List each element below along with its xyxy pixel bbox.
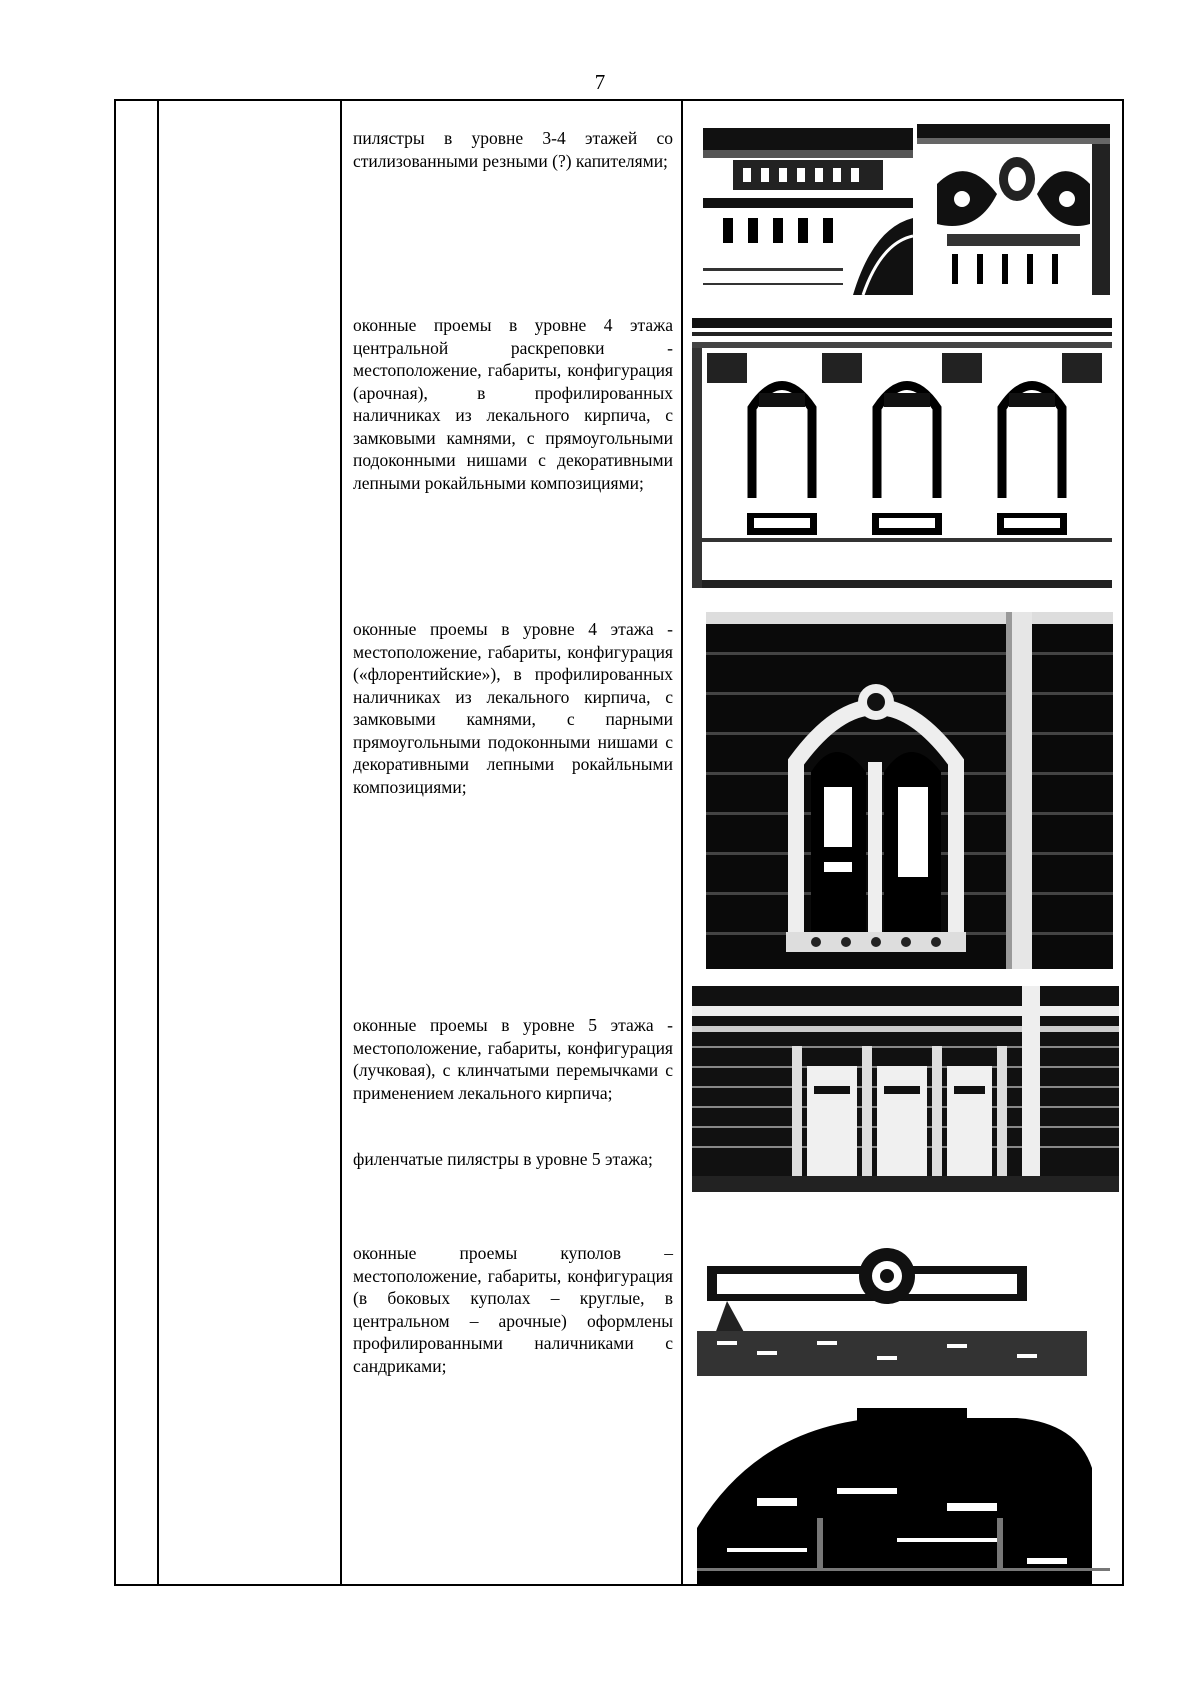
photo-florentine-window (706, 612, 1113, 969)
column-divider-2 (340, 99, 342, 1586)
photo-dome-round-window (697, 1246, 1087, 1376)
photo-capital-cornice (703, 128, 913, 295)
item-text-arched-windows: оконные проемы в уровне 4 этажа центральной раскреповки - местоположение, габариты, конфигурация (арочная), в профилированных наличниках из лекального кирпича, с замковыми камнями, с прямоугольными подоконными нишами с декоративными лепными рокайльными композициями; (353, 315, 673, 493)
page-number: 7 (594, 70, 606, 94)
column-divider-3 (681, 99, 683, 1586)
item-text-pilasters-capitals: пилястры в уровне 3-4 этажей со стилизованными резными (?) капителями; (353, 128, 673, 171)
item-text-panel-pilasters: филенчатые пилястры в уровне 5 этажа; (353, 1149, 653, 1169)
photo-dome-arched-window (697, 1408, 1110, 1584)
photo-capital-mascaron (917, 124, 1110, 295)
column-divider-1 (157, 99, 159, 1586)
photo-arched-windows (692, 318, 1112, 588)
item-text-florentine-windows: оконные проемы в уровне 4 этажа - местоположение, габариты, конфигурация («флорентийские»), в профилированных наличниках из лекального кирпича, с замковыми камнями, с парными прямоугольными подоконными нишами с декоративными лепными рокайльными композициями; (353, 619, 673, 797)
item-text-dome-windows: оконные проемы куполов – местоположение, габариты, конфигурация (в боковых куполах – круглые, в центральном – арочные) оформлены профилированными наличниками с сандриками; (353, 1243, 673, 1376)
photo-segmental-windows (692, 986, 1119, 1192)
item-text-segmental-windows: оконные проемы в уровне 5 этажа - местоположение, габариты, конфигурация (лучковая), с клинчатыми перемычками с применением лекального кирпича; (353, 1015, 673, 1103)
